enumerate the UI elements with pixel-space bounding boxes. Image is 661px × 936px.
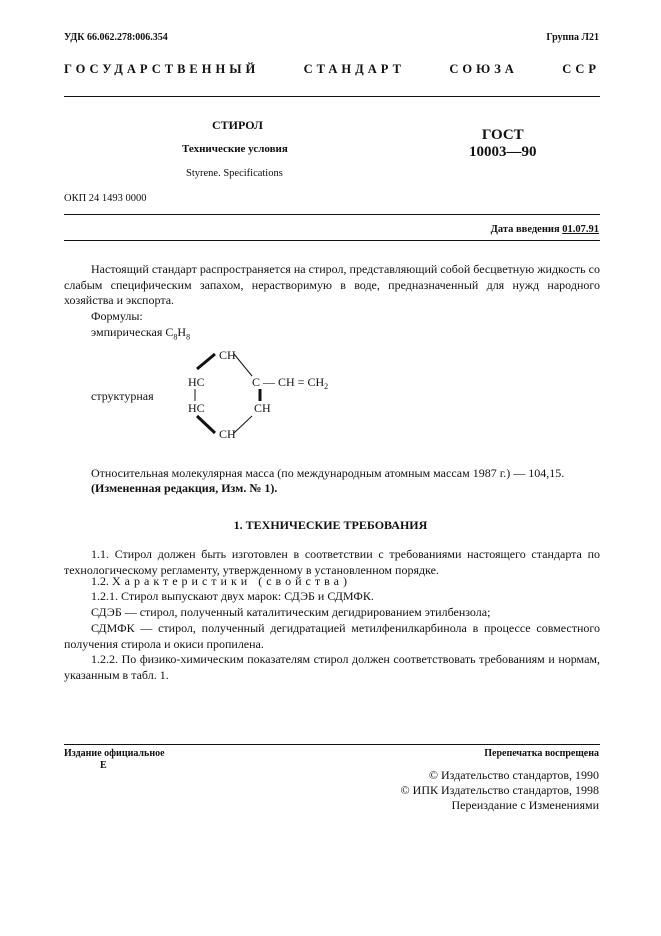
copyright-1998: © ИПК Издательство стандартов, 1998 [400, 783, 599, 797]
struct-hc-left2: HC [188, 401, 205, 415]
intro-date-value: 01.07.91 [562, 224, 599, 235]
structural-formula [170, 342, 370, 452]
intro-date [491, 224, 599, 235]
intro-paragraph: Настоящий стандарт распространяется на стирол, представляющий собой бесцветную жидкость со слабым специфическим запахом, нерастворимую в воде, предназначенный для нужд народного хозяйства и экспорта. [64, 262, 600, 307]
paragraph-1-2-1: 1.2.1. Стирол выпускают двух марок: СДЭБ и СДМФК. [91, 589, 374, 603]
bond-bottom-right [234, 416, 252, 433]
paragraph-1-2-text: Характеристики (свойства) [112, 574, 351, 588]
empirical-formula-label: эмпирическая C [91, 325, 174, 339]
gost-label: ГОСТ [481, 127, 524, 143]
document-english-title: Styrene. Specifications [186, 168, 283, 179]
paragraph-1-2 [91, 574, 351, 590]
state-standard-title [64, 62, 600, 77]
document-subtitle: Технические условия [182, 143, 288, 155]
empirical-sub-c: 8 [173, 332, 178, 342]
empirical-sub-h: 8 [186, 332, 191, 342]
struct-chain-sub: 2 [324, 382, 329, 391]
state-word-2: СТАНДАРТ [303, 62, 405, 76]
bond-top-right [234, 354, 252, 376]
edit-note: (Измененная редакция, Изм. № 1). [91, 481, 278, 495]
gost-number: 10003—90 [469, 144, 537, 160]
struct-hc-left1: HC [188, 375, 205, 389]
paragraph-sdmfk: СДМФК — стирол, полученный дегидратацией метилфенилкарбинола в процессе совместного получения стирола и окиси пропилена. [64, 621, 600, 651]
bond-double-bottom-left [197, 416, 215, 433]
footer-rule [64, 744, 600, 745]
struct-chain [252, 375, 328, 391]
reprint-prohibited: Перепечатка воспрещена [484, 748, 599, 759]
header-rule [64, 96, 600, 97]
udk-code: УДК 66.062.278:006.354 [64, 32, 168, 43]
molecular-mass: Относительная молекулярная масса (по международным атомным массам 1987 г.) — 104,15. [91, 466, 565, 480]
edition-mark: Е [100, 760, 107, 771]
bond-double-top-left [197, 354, 215, 369]
paragraph-1-2-2: 1.2.2. По физико-химическим показателям стирол должен соответствовать требованиям и нормам, указанным в табл. 1. [64, 652, 600, 682]
date-rule [64, 240, 600, 241]
struct-ch-right: CH [254, 401, 271, 415]
gost-number-block [469, 127, 537, 161]
state-word-4: ССР [562, 62, 600, 76]
paragraph-1-1: 1.1. Стирол должен быть изготовлен в соответствии с требованиями настоящего стандарта по технологическому регламенту, утвержденному в установленном порядке. [64, 547, 600, 577]
official-edition: Издание официальное [64, 748, 165, 759]
intro-date-label: Дата введения [490, 224, 560, 235]
paragraph-sdeb: СДЭБ — стирол, полученный каталитическим дегидрированием этилбензола; [91, 605, 491, 619]
struct-chain-text: C — CH = CH [252, 375, 325, 389]
state-word-1: ГОСУДАРСТВЕННЫЙ [64, 62, 260, 76]
formulas-label: Формулы: [91, 309, 143, 323]
document-title: СТИРОЛ [212, 118, 263, 132]
group-code: Группа Л21 [546, 32, 599, 43]
struct-ch-bottom: CH [219, 427, 236, 441]
reissue-note: Переиздание с Изменениями [451, 798, 599, 812]
empirical-h: H [177, 325, 187, 339]
struct-ch-top: CH [219, 348, 236, 362]
structural-formula-label: структурная [91, 389, 154, 403]
title-rule [64, 214, 600, 215]
copyright-1990: © Издательство стандартов, 1990 [428, 768, 599, 782]
okp-code: ОКП 24 1493 0000 [64, 193, 147, 204]
section-1-heading: 1. ТЕХНИЧЕСКИЕ ТРЕБОВАНИЯ [233, 518, 428, 532]
paragraph-1-2-num: 1.2. [91, 574, 109, 588]
state-word-3: СОЮЗА [449, 62, 518, 76]
